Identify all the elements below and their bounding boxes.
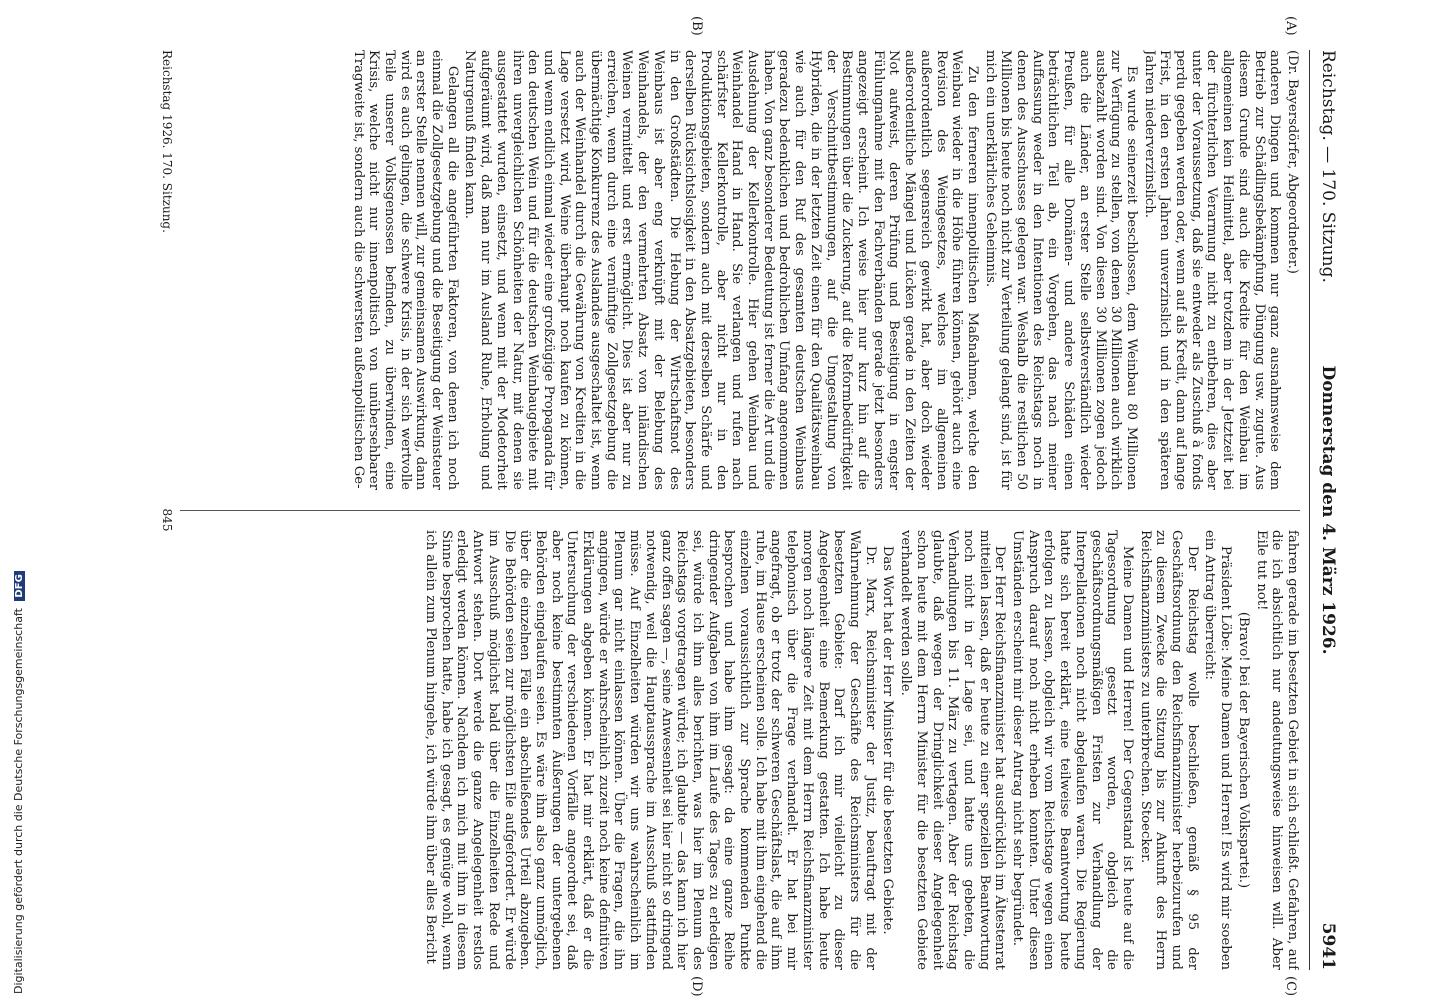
digitization-credit	[12, 571, 25, 994]
header-rule	[1309, 50, 1310, 970]
paragraph: fahren gerade im besetzten Gebiet in sich schließt. Gefahren, auf die ich absichtlich nur andeutungsweise hinweisen will. Aber Eile tut not!	[1253, 530, 1300, 970]
paragraph: Meine Damen und Herren! Der Gegenstand ist heute auf die Tagesordnung gesetzt worden, obgleich die geschäftsordnungsmäßigen Fristen zur Verhandlung der Interpellationen noch nicht abgelaufen waren. Die Regierung hatte sich bereit erklärt, eine teilweise Beantwortung heute erfolgen zu lassen, obgleich wir vom Reichstage wegen einen Anspruch darauf noch nicht erheben konnten. Unter diesen Umständen erscheint mir dieser Antrag nicht sehr begründet.	[1010, 530, 1135, 970]
motion-text: Der Reichstag wolle beschließen, gemäß § 95 der Geschäftsordnung den Reichsfinanzminister herbeizurufen und zu diesem Zwecke die Sitzung bis zur Ankunft des Herrn Reichsfinanzministers zu unterbrechen. Stoecker.	[1137, 530, 1200, 970]
page-number: 5941	[1318, 922, 1338, 970]
paragraph: Der Herr Reichsfinanzminister hat ausdrücklich im Ältestenrat mitteilen lassen, daß er heute zu einer speziellen Beantwortung noch nicht in der Lage sei, und hatte uns gebeten, die Verhandlungen bis 11. März zu vertagen. Aber der Reichstag glaubte, daß wegen der Dringlichkeit dieser Angelegenheit schon heute mit dem Herrn Minister für die besetzten Gebiete verhandelt werden solle.	[898, 530, 1008, 970]
paragraph: Gelangen all die angeführten Faktoren, von denen ich noch einmal die Zollgesetzgebung und die Beseitigung der Weinsteuer an erster Stelle nennen will, zur gemeinsamen Auswirkung, dann wird es auch gelingen, die schwere Krisis, in der sich wertvolle Teile unserer Volksgenossen befinden, zu überwinden, eine Krisis, welche nicht nur innenpolitisch von unübersehbarer Tragweite ist, sondern auch die schwersten außenpolitischen Ge-	[350, 50, 460, 490]
header-left: Reichstag. — 170. Sitzung.	[1318, 50, 1338, 283]
paragraph: Zu den ferneren innenpolitischen Maßnahmen, welche den Weinbau wieder in die Höhe führen können, gehört auch eine Revision des Weingesetzes, welches im allgemeinen außerordentlich segensreich gewirkt hat, aber doch wieder außerordentliche Mängel und Lücken gerade in den Zeiten der Not aufweist, deren Prüfung und Beseitigung in engster Fühlungnahme mit den Fachverbänden gerade jetzt besonders angezeigt erscheint. Ich weise hier nur kurz hin auf die Bestimmungen über die Zuckerung, auf die Reformbedürftigkeit der Verschnittbestimmungen, auf die Umgestaltung von Hybriden, die in der letzten Zeit einen für den Qualitätsweinbau wie auch für den Ruf des gesamten deutschen Weinbaus geradezu bedenklichen und bedrohlichen Umfang angenommen haben. Von ganz besonderer Bedeutung ist ferner die Art und die Ausdehnung der Kellerkontrolle. Hier gehen Weinbau und Weinhandel Hand in Hand. Sie verlangen und rufen nach schärfster Kellerkontrolle, aber nicht nur in den Produktionsgebieten, sondern auch mit derselben Schärfe und derselben Rücksichtslosigkeit in den Absatzgebieten, besonders in den Großstädten. Die Hebung der Wirtschaftsnot des Weinbaus ist aber eng verknüpft mit der Belebung des Weinhandels, der den vermehrten Absatz von inländischen Weinen vermittelt und erst ermöglicht. Dies ist aber nur zu erreichen, wenn durch eine vernünftige Zollgesetzgebung die übermächtige Konkurrenz des Auslandes ausgeschaltet ist, wenn auch der Weinhandel durch die Gewährung von Krediten in die Lage versetzt wird, Weine überhaupt noch kaufen zu können, und wenn endlich einmal wieder eine großzügige Propaganda für den deutschen Wein und für die deutschen Weinbaugebiete mit ihren unvergleichlichen Schönheiten der Natur, mit denen sie ausgestattet wurden, einsetzt, und wenn mit der Modetorheit aufgeräumt wird, daß man nur im Ausland Ruhe, Erholung und Naturgenuß finden kann.	[462, 50, 980, 490]
margin-mark-a: (A)	[1283, 16, 1298, 36]
applause-note: (Bravo! bei der Bayerischen Volkspartei.)	[1235, 611, 1251, 889]
paragraph: Präsident Löbe: Meine Damen und Herren! Es wird mir soeben ein Antrag überreicht:	[1202, 530, 1234, 970]
header-date: Donnerstag den 4. März 1926.	[1318, 365, 1338, 655]
paragraph: anderen Dingen und kommen nur ganz ausnahmsweise dem Betrieb zur Schädlingsbekämpfung, Düngung usw. zugute. Aus diesem Grunde sind auch die Kredite für den Weinbau im allgemeinen kein Heilmittel, aber trotzdem in der Jetztzeit bei der fürchterlichen Verarmung nicht zu entbehren, dies aber unter der Voraussetzung, daß sie entweder als Zuschuß à fonds perdu gegeben werden oder, wenn auf als Kredit, dann auf lange Frist, in den ersten Jahren unverzinslich und in den späteren Jahren niederverzinslich.	[1141, 50, 1283, 490]
margin-mark-d: (D)	[689, 976, 704, 997]
credit-text: Digitalisierung gefördert durch die Deutsche Forschungsgemeinschaft	[12, 608, 25, 994]
right-column	[150, 530, 1300, 970]
page-header	[1308, 50, 1344, 970]
dfg-logo: DFG	[14, 571, 25, 600]
paragraph: Das Wort hat der Herr Minister für die besetzten Gebiete.	[880, 545, 896, 935]
footer-page-number: 845	[160, 508, 174, 532]
rotated-document-page	[94, 16, 1344, 997]
column-divider	[180, 510, 1300, 511]
margin-mark-b: (B)	[689, 16, 704, 36]
margin-mark-c: (C)	[1283, 976, 1298, 997]
paragraph: Es wurde seinerzeit beschlossen, dem Weinbau 80 Millionen zur Verfügung zu stellen, von denen 30 Millionen auch wirklich ausbezahlt worden sind. Von diesen 30 Millionen zogen jedoch auch die Länder, an erster Stelle selbstverständlich wieder Preußen, für alle Domänen- und andere Schäden einen beträchtlichen Teil ab, ein Vorgehen, das nach meiner Auffassung weder in den Intentionen des Reichstags noch in denen des Ausschusses gelegen war. Weshalb die restlichen 50 Millionen bis heute noch nicht zur Verteilung gelangt sind, ist für mich ein unerklärliches Geheimnis.	[982, 50, 1139, 490]
footer-left: Reichstag 1926. 170. Sitzung.	[160, 50, 174, 233]
paragraph: Dr. Marx, Reichsminister der Justiz, beauftragt mit der Wahrnehmung der Geschäfte des Reichsministers für die besetzten Gebiete: Darf ich mir vielleicht zu dieser Angelegenheit eine Bemerkung gestatten. Ich habe heute morgen noch längere Zeit mit dem Herrn Reichsfinanzminister telephonisch über die Frage verhandelt. Er hat bei mir angefragt, ob er trotz der schweren Geschäftslast, die auf ihm ruhe, im Hause erscheinen solle. Ich habe mit ihm eingehend die einzelnen voraussichtlich zur Sprache kommenden Punkte besprochen und habe ihm gesagt: da eine ganze Reihe dringender Aufgaben von ihm im Laufe des Tages zu erledigen sei, würde ich ihm alles berichten, was hier im Plenum des Reichstags vorgetragen würde; ich glaubte — das kann ich hier ganz offen sagen —, seine Anwesenheit sei hier nicht so dringend notwendig, weil die Hauptaussprache im Ausschuß stattfinden müsse. Auf Einzelheiten würden wir uns wahrscheinlich im Plenum gar nicht einlassen können. Über die Fragen, die ihn angingen, würde er wahrscheinlich zuzeit noch keine definitiven Erklärungen abgeben können. Er hat mir erklärt, daß er die Untersuchung der verschiedenen Vorfälle angeordnet sei, daß aber noch keine bestimmten Äußerungen der untergebenen Behörden eingelaufen seien. Es wäre ihm also ganz unmöglich, über die einzelnen Fälle ein abschließendes Urteil abzugeben. Die Behörden seien zur möglichsten Eile aufgefordert. Er würde im Ausschuß möglichst bald über die Einzelheiten Rede und Antwort stehen. Dort werde die ganze Angelegenheit restlos erledigt werden können. Nachdem ich mich mit ihm in diesem Sinne besprochen hatte, habe ich gesagt, es genüge wohl, wenn ich allein zum Plenum hingehe, ich würde ihm über alles Bericht	[423, 530, 878, 970]
speaker-attribution: (Dr. Bayersdörfer, Abgeordneter.)	[1285, 50, 1300, 274]
left-column	[150, 50, 1300, 490]
